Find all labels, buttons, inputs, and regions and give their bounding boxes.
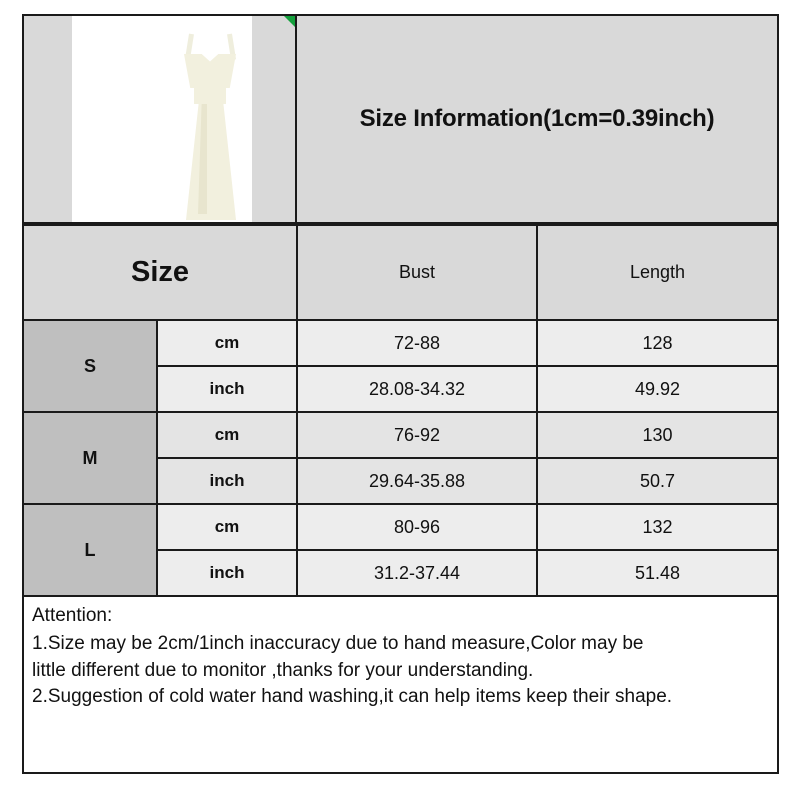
attention-heading: Attention:: [32, 605, 113, 626]
unit-inch: inch: [157, 550, 297, 596]
product-photo: [72, 16, 252, 222]
header-size: Size: [24, 225, 297, 320]
bust-cm: 76-92: [297, 412, 537, 458]
bust-inch: 29.64-35.88: [297, 458, 537, 504]
length-inch: 50.7: [537, 458, 777, 504]
size-table: [24, 224, 777, 597]
dress-skirt-icon: [186, 100, 236, 220]
length-inch: 51.48: [537, 550, 777, 596]
unit-cm: cm: [157, 320, 297, 366]
dress-illustration: [172, 34, 248, 220]
attention-line-2: little different due to monitor ,thanks for your understanding.: [32, 659, 534, 681]
attention-line-1: 1.Size may be 2cm/1inch inaccuracy due to hand measure,Color may be: [32, 632, 644, 654]
product-image-cell: [24, 16, 297, 222]
table-header-row: [24, 225, 777, 320]
table-row: [24, 504, 777, 550]
bust-cm: 80-96: [297, 504, 537, 550]
green-corner-marker-icon: [284, 16, 295, 27]
header-length: Length: [537, 225, 777, 320]
attention-line-3: 2.Suggestion of cold water hand washing,it can help items keep their shape.: [32, 686, 673, 708]
bust-inch: 28.08-34.32: [297, 366, 537, 412]
length-cm: 132: [537, 504, 777, 550]
unit-inch: inch: [157, 458, 297, 504]
dress-bodice-icon: [184, 54, 236, 88]
header-bust: Bust: [297, 225, 537, 320]
table-row: [24, 320, 777, 366]
size-label-s: S: [24, 320, 157, 412]
bust-inch: 31.2-37.44: [297, 550, 537, 596]
unit-inch: inch: [157, 366, 297, 412]
page-title: Size Information(1cm=0.39inch): [359, 105, 715, 132]
attention-block: [24, 597, 777, 772]
table-row: [24, 412, 777, 458]
bust-cm: 72-88: [297, 320, 537, 366]
size-chart-sheet: [22, 14, 779, 774]
unit-cm: cm: [157, 504, 297, 550]
size-label-l: L: [24, 504, 157, 596]
unit-cm: cm: [157, 412, 297, 458]
title-cell: [297, 16, 777, 222]
size-label-m: M: [24, 412, 157, 504]
length-inch: 49.92: [537, 366, 777, 412]
header-row: [24, 16, 777, 224]
length-cm: 130: [537, 412, 777, 458]
length-cm: 128: [537, 320, 777, 366]
